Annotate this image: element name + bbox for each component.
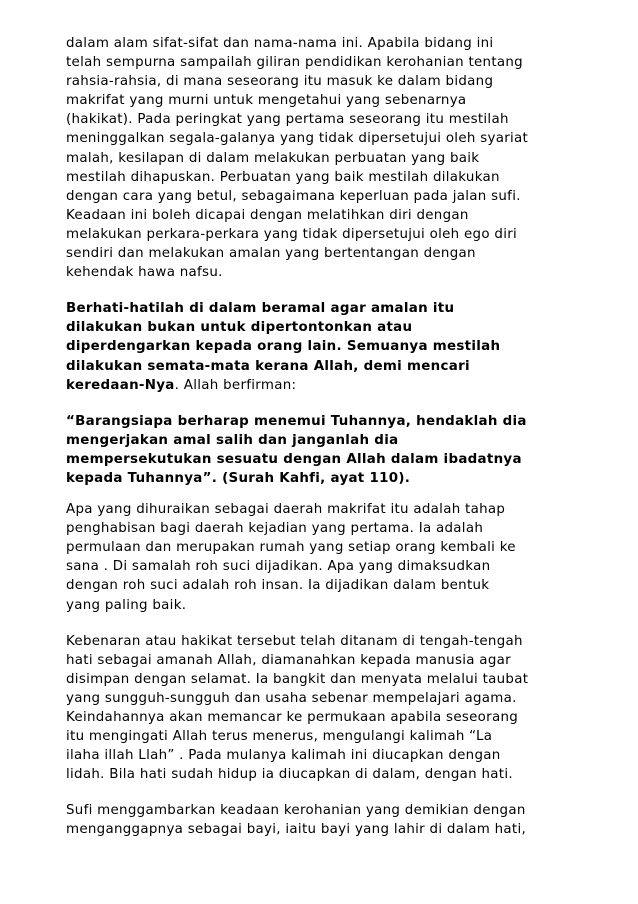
text-line — [66, 519, 576, 538]
text-line — [66, 670, 576, 689]
text-line — [66, 299, 576, 318]
text-line — [66, 651, 576, 670]
text-run: Sufi menggambarkan keadaan kerohanian yang demikian dengan — [66, 803, 526, 819]
paragraph-3 — [66, 412, 576, 488]
text-line — [66, 727, 576, 746]
text-run: hati sebagai amanah Allah, diamanahkan kepada manusia agar — [66, 652, 511, 668]
text-run: Apa yang dihuraikan sebagai daerah makrifat itu adalah tahap — [66, 502, 506, 518]
text-line — [66, 500, 576, 519]
text-run: makrifat yang murni untuk mengetahui yang sebenarnya — [66, 93, 467, 109]
text-run: . Allah berfirman: — [174, 377, 297, 393]
text-line — [66, 801, 576, 820]
text-line — [66, 412, 576, 431]
text-run: penghabisan bagi daerah kejadian yang pertama. Ia adalah — [66, 521, 484, 537]
text-line — [66, 357, 576, 376]
text-run: dengan roh suci adalah roh insan. Ia dijadikan dalam bentuk — [66, 578, 490, 594]
text-line — [66, 225, 576, 244]
bold-text-run: Berhati-hatilah di dalam beramal agar amalan itu — [66, 301, 455, 317]
text-run: lidah. Bila hati sudah hidup ia diucapkan di dalam, dengan hati. — [66, 767, 513, 783]
paragraph-4 — [66, 500, 576, 615]
text-line — [66, 538, 576, 557]
text-run: yang paling baik. — [66, 597, 187, 613]
text-run: sendiri dan melakukan amalan yang bertentangan dengan — [66, 246, 476, 262]
bold-text-run: kepada Tuhannya”. (Surah Kahfi, ayat 110). — [66, 470, 411, 486]
text-line — [66, 149, 576, 168]
text-line — [66, 337, 576, 356]
bold-text-run: dilakukan semata-mata kerana Allah, demi mencari — [66, 358, 470, 374]
text-line — [66, 110, 576, 129]
text-run: telah sempurna sampailah giliran pendidikan kerohanian tentang — [66, 55, 523, 71]
text-run: mestilah dihapuskan. Perbuatan yang baik mestilah dilakukan — [66, 169, 500, 185]
text-line — [66, 318, 576, 337]
text-run: disimpan dengan selamat. Ia bangkit dan menyata melalui taubat — [66, 671, 529, 687]
paragraph-6 — [66, 801, 576, 839]
text-line — [66, 632, 576, 651]
text-line — [66, 34, 576, 53]
text-run: dengan cara yang betul, sebagaimana keperluan pada jalan sufi. — [66, 188, 521, 204]
text-line — [66, 129, 576, 148]
text-line — [66, 765, 576, 784]
text-run: (hakikat). Pada peringkat yang pertama seseorang itu mestilah — [66, 112, 509, 128]
text-run: Kebenaran atau hakikat tersebut telah ditanam di tengah-tengah — [66, 633, 523, 649]
paragraph-5 — [66, 632, 576, 785]
text-line — [66, 431, 576, 450]
bold-text-run: keredaan-Nya — [66, 377, 175, 393]
text-line — [66, 689, 576, 708]
text-line — [66, 206, 576, 225]
text-run: yang sungguh-sungguh dan usaha sebenar mempelajari agama. — [66, 690, 517, 706]
text-run: permulaan dan merupakan rumah yang setiap orang kembali ke — [66, 540, 516, 556]
bold-text-run: diperdengarkan kepada orang lain. Semuanya mestilah — [66, 339, 501, 355]
text-line — [66, 72, 576, 91]
bold-text-run: mempersekutukan sesuatu dengan Allah dalam ibadatnya — [66, 451, 522, 467]
text-line — [66, 557, 576, 576]
text-line — [66, 187, 576, 206]
text-run: Keindahannya akan memancar ke permukaan apabila seseorang — [66, 710, 519, 725]
text-line — [66, 596, 576, 615]
text-line — [66, 820, 576, 839]
text-line — [66, 91, 576, 110]
text-run: malah, kesilapan di dalam melakukan perbuatan yang baik — [66, 150, 480, 166]
text-run: kehendak hawa nafsu. — [66, 265, 223, 281]
text-run: menganggapnya sebagai bayi, iaitu bayi yang lahir di dalam hati, — [66, 822, 527, 838]
text-run: ilaha illah Llah” . Pada mulanya kalimah ini diucapkan dengan — [66, 748, 501, 764]
text-line — [66, 376, 576, 395]
text-run: sana . Di samalah roh suci dijadikan. Apa yang dimaksudkan — [66, 559, 491, 575]
document-page — [66, 34, 576, 857]
text-line — [66, 576, 576, 595]
bold-text-run: dilakukan bukan untuk dipertontonkan atau — [66, 320, 413, 336]
text-run: dalam alam sifat-sifat dan nama-nama ini. Apabila bidang ini — [66, 36, 494, 51]
text-run: rahsia-rahsia, di mana seseorang itu masuk ke dalam bidang — [66, 74, 494, 90]
paragraph-1 — [66, 34, 576, 282]
text-run: itu mengingati Allah terus menerus, mengulangi kalimah “La — [66, 729, 493, 745]
text-line — [66, 53, 576, 72]
text-line — [66, 746, 576, 765]
bold-text-run: “Barangsiapa berharap menemui Tuhannya, hendaklah dia — [66, 413, 527, 429]
text-run: meninggalkan segala-galanya yang tidak dipersetujui oleh syariat — [66, 131, 529, 147]
text-run: Keadaan ini boleh dicapai dengan melatihkan diri dengan — [66, 207, 469, 223]
text-line — [66, 708, 576, 727]
text-line — [66, 168, 576, 187]
text-line — [66, 263, 576, 282]
text-line — [66, 244, 576, 263]
paragraph-2 — [66, 299, 576, 394]
text-line — [66, 469, 576, 488]
text-line — [66, 450, 576, 469]
text-run: melakukan perkara-perkara yang tidak dipersetujui oleh ego diri — [66, 226, 518, 242]
bold-text-run: mengerjakan amal salih dan janganlah dia — [66, 432, 399, 448]
